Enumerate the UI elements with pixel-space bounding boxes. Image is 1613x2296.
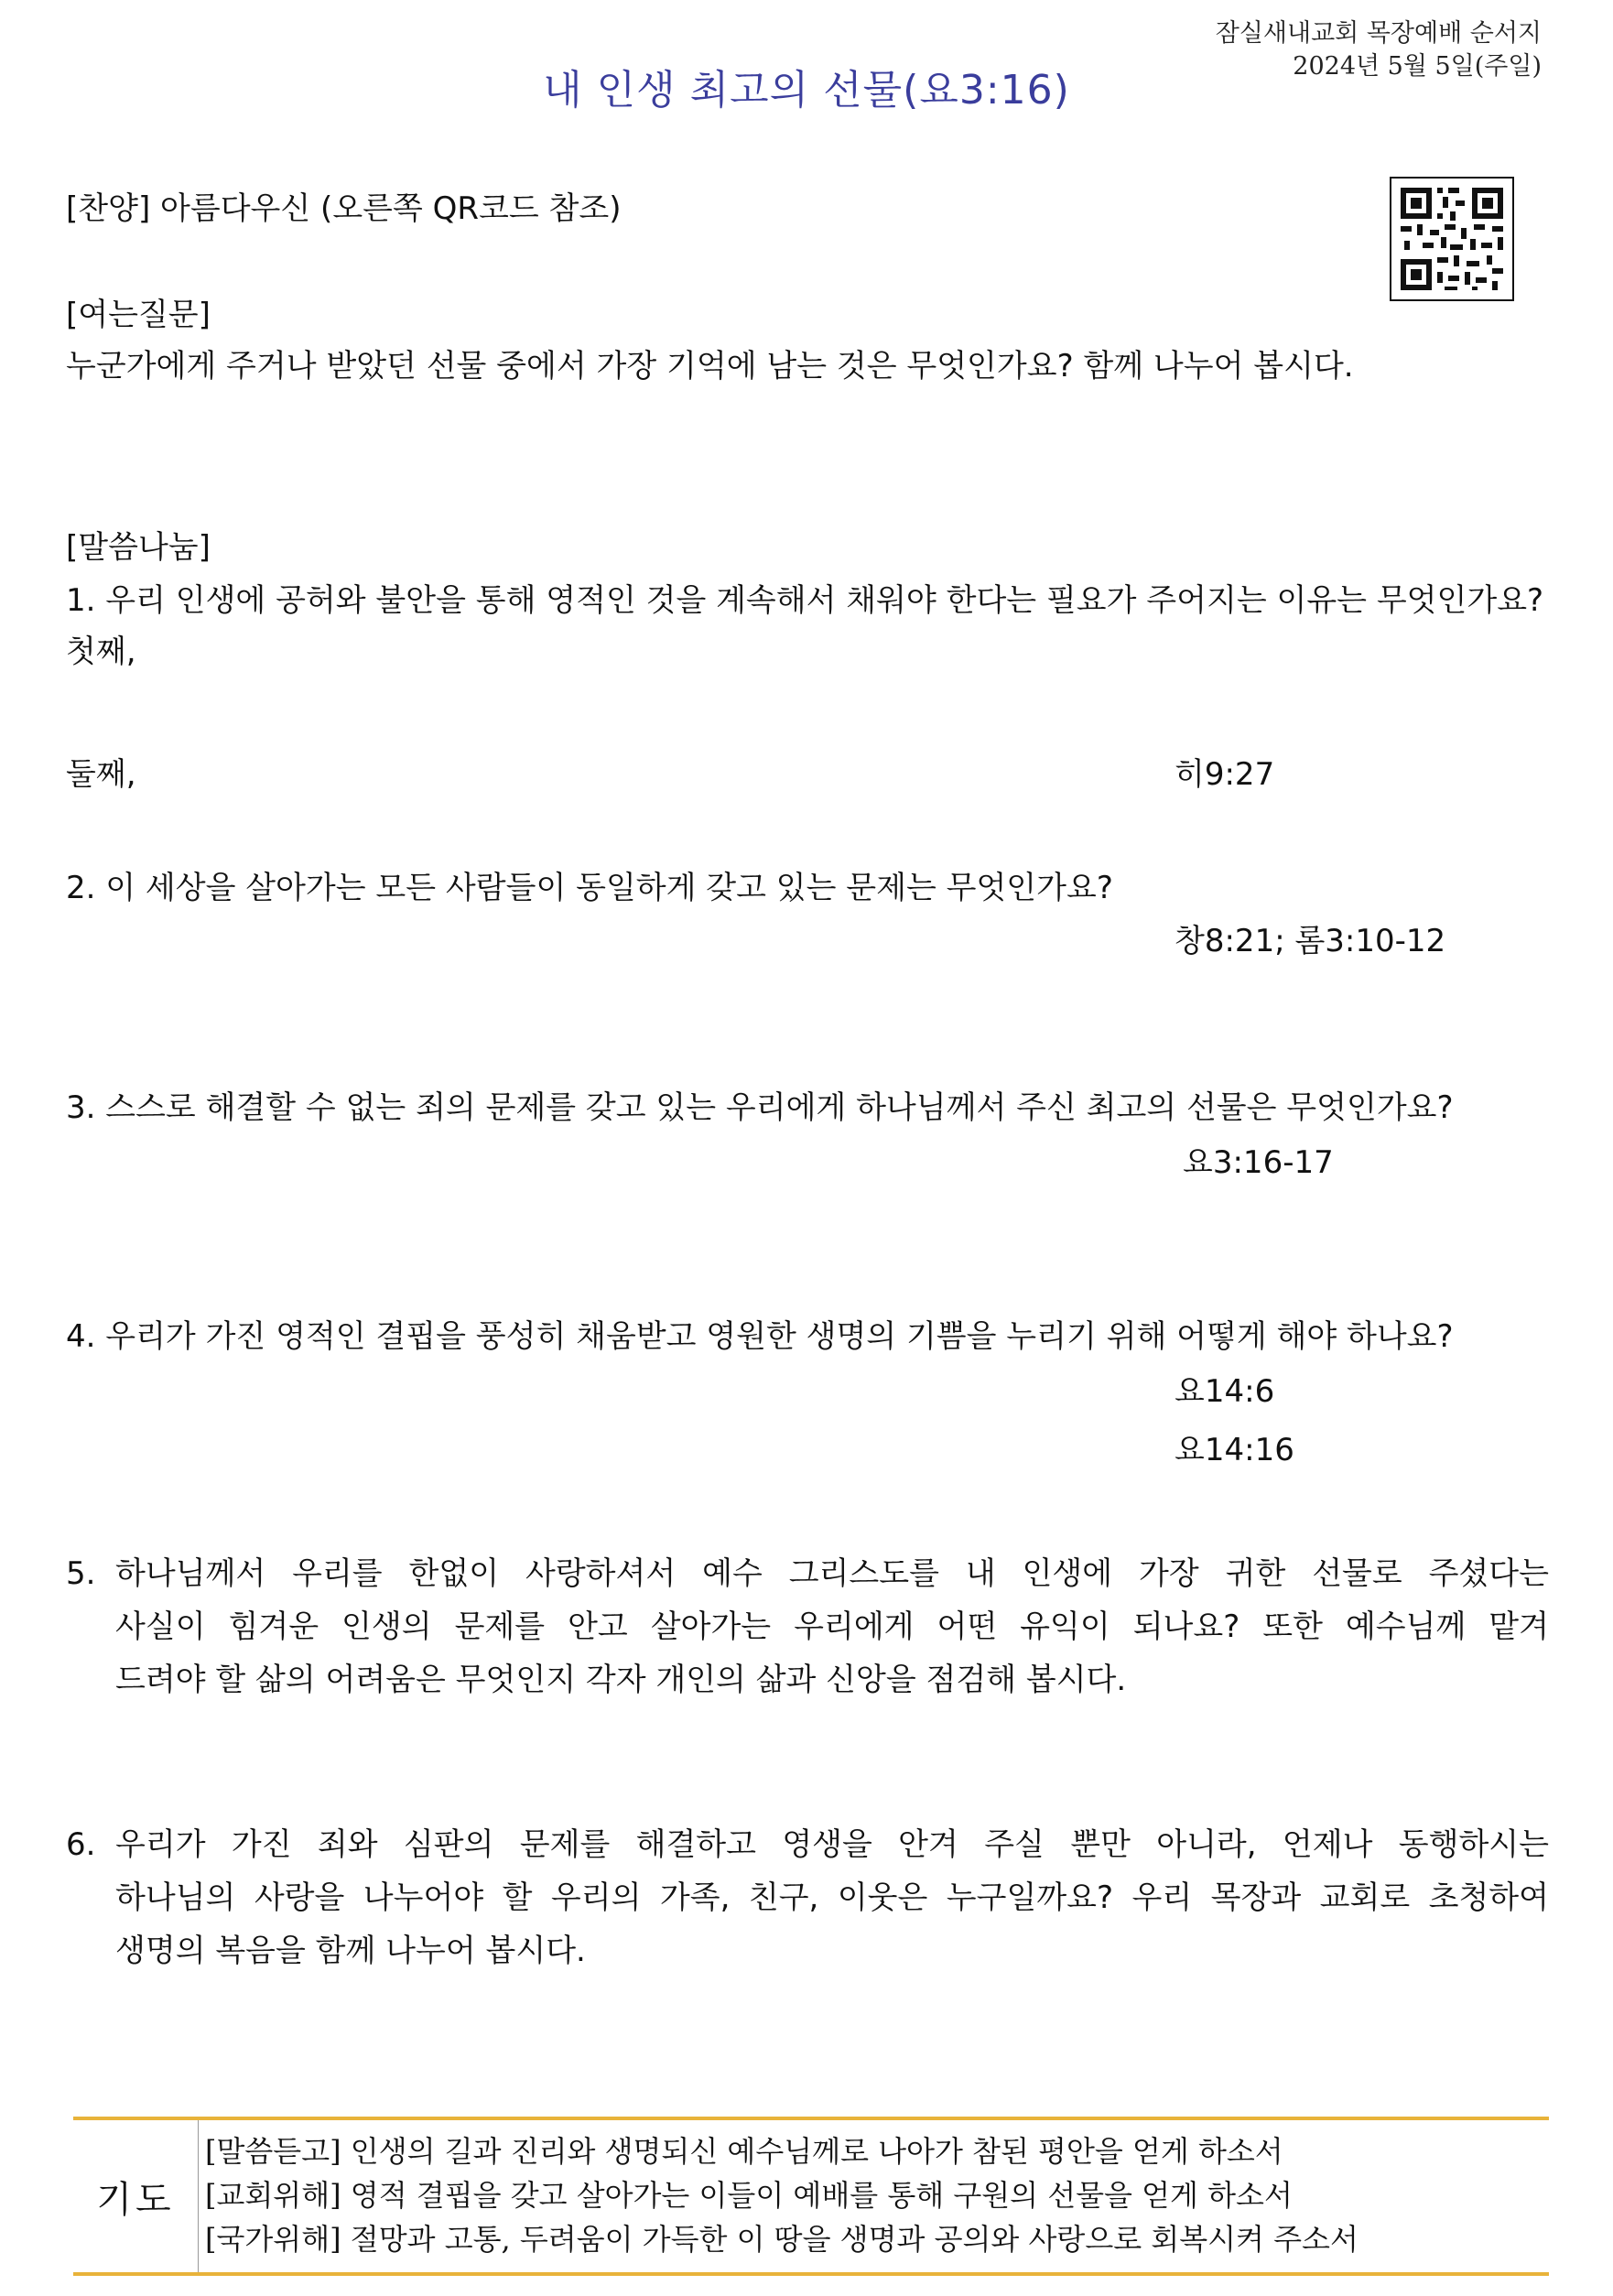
opening-text: 누군가에게 주거나 받았던 선물 중에서 가장 기억에 남는 것은 무엇인가요? 함께 나누어 봅시다. <box>66 348 1354 384</box>
service-date: 2024년 5월 5일(주일) <box>1293 52 1542 81</box>
praise-line: [찬양] 아름다우신 (오른쪽 QR코드 참조) <box>66 190 622 227</box>
question-1-first: 첫째, <box>66 634 136 670</box>
question-5-line-1: 하나님께서 우리를 한없이 사랑하셔서 예수 그리스도를 내 인생에 가장 귀한 선물로 주셨다는 <box>115 1555 1549 1592</box>
question-2: 2. 이 세상을 살아가는 모든 사람들이 동일하게 갖고 있는 문제는 무엇인가요? <box>66 870 1113 906</box>
prayer-item-nation: [국가위해] 절망과 고통, 두려움이 가득한 이 땅을 생명과 공의와 사랑으로 회복시켜 주소서 <box>205 2222 1359 2257</box>
question-5-line-2: 사실이 힘겨운 인생의 문제를 안고 살아가는 우리에게 어떤 유익이 되나요? 또한 예수님께 맡겨 <box>115 1608 1549 1645</box>
prayer-item-word: [말씀듣고] 인생의 길과 진리와 생명되신 예수님께로 나아가 참된 평안을 얻게 하소서 <box>205 2134 1283 2169</box>
question-2-reference: 창8:21; 롬3:10-12 <box>1175 923 1446 959</box>
question-6-line-3: 생명의 복음을 함께 나누어 봅시다. <box>115 1933 586 1969</box>
question-1: 1. 우리 인생에 공허와 불안을 통해 영적인 것을 계속해서 채워야 한다는 필요가 주어지는 이유는 무엇인가요? <box>66 582 1544 619</box>
question-5 <box>66 1547 1549 1706</box>
question-3-reference: 요3:16-17 <box>1183 1144 1334 1181</box>
question-4-reference-1: 요14:6 <box>1175 1373 1275 1410</box>
question-6-number: 6. <box>66 1826 96 1863</box>
question-1-reference: 히9:27 <box>1175 756 1275 793</box>
question-4: 4. 우리가 가진 영적인 결핍을 풍성히 채움받고 영원한 생명의 기쁨을 누리기 위해 어떻게 해야 하나요? <box>66 1318 1454 1355</box>
question-1-second: 둘째, <box>66 756 136 793</box>
qr-code-icon[interactable] <box>1390 177 1514 301</box>
question-4-reference-2: 요14:16 <box>1175 1432 1294 1468</box>
page-title: 내 인생 최고의 선물(요3:16) <box>543 67 1070 114</box>
prayer-list <box>205 2129 1359 2261</box>
question-6 <box>66 1818 1549 1977</box>
sharing-heading: [말씀나눔] <box>66 529 211 566</box>
opening-heading: [여는질문] <box>66 297 211 333</box>
question-6-line-2: 하나님의 사랑을 나누어야 할 우리의 가족, 친구, 이웃은 누구일까요? 우리 목장과 교회로 초청하여 <box>115 1879 1549 1916</box>
question-5-number: 5. <box>66 1555 96 1592</box>
question-3: 3. 스스로 해결할 수 없는 죄의 문제를 갖고 있는 우리에게 하나님께서 주신 최고의 선물은 무엇인가요? <box>66 1089 1454 1126</box>
prayer-box <box>73 2117 1549 2276</box>
question-5-line-3: 드려야 할 삶의 어려움은 무엇인지 각자 개인의 삶과 신앙을 점검해 봅시다. <box>115 1662 1127 1698</box>
question-6-line-1: 우리가 가진 죄와 심판의 문제를 해결하고 영생을 안겨 주실 뿐만 아니라, 언제나 동행하시는 <box>115 1826 1549 1863</box>
church-name: 잠실새내교회 목장예배 순서지 <box>1215 19 1542 48</box>
prayer-label: 기도 <box>73 2120 199 2272</box>
prayer-item-church: [교회위해] 영적 결핍을 갖고 살아가는 이들이 예배를 통해 구원의 선물을 얻게 하소서 <box>205 2178 1293 2213</box>
